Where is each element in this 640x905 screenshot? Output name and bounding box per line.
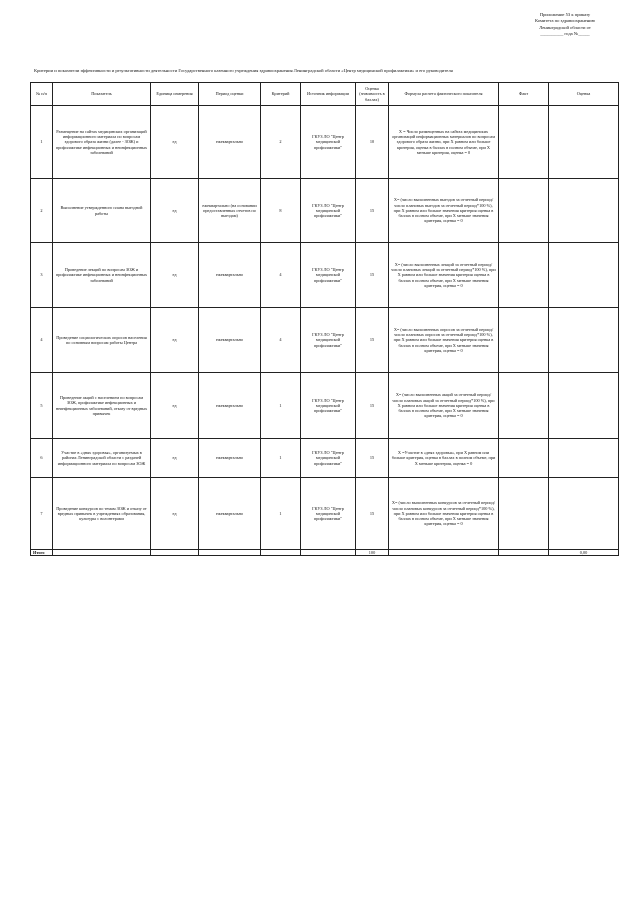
cell-unit: ед [151,373,199,439]
cell-period: ежеквартально (на основании предоставленных отчетов по выездам) [199,179,261,243]
cell-unit: ед [151,308,199,373]
cell-fact [499,179,549,243]
cell-score: 15 [356,308,389,373]
cell-assessment [549,373,619,439]
cell-period: ежеквартально [199,243,261,308]
cell-source: ГКУЗ ЛО "Центр медицинской профилактики" [301,439,356,478]
total-row [31,550,619,556]
cell-indicator: Выполнение утвержденного плана выездной работы [53,179,151,243]
cell-fact [499,439,549,478]
cell-score: 15 [356,373,389,439]
cell-formula: Х =Участие в «днях здоровья», при Х равном или больше критерия, оценка в баллах в полном объеме, при Х меньше критерия, оценка = 0 [389,439,499,478]
cell-indicator: Проведение конкурсов по темам ЗОЖ и отказу от вредных привычек в учреждениях образования, культуры с волонтерами [53,478,151,550]
cell-source: ГКУЗ ЛО "Центр медицинской профилактики" [301,478,356,550]
total-empty-cell [261,550,301,556]
cell-assessment [549,179,619,243]
cell-formula: Х= (число выполненных конкурсов за отчетный период/число плановых конкурсов за отчетный период*100 %), при Х равном или больше значения критерия оценка в баллах в полном объеме, при Х меньше значения критерия, оценка = 0 [389,478,499,550]
cell-score: 15 [356,243,389,308]
header-criterion: Критерий [261,83,301,106]
cell-num: 5 [31,373,53,439]
cell-source: ГКУЗ ЛО "Центр медицинской профилактики" [301,308,356,373]
cell-fact [499,373,549,439]
total-empty-cell [301,550,356,556]
cell-period: ежеквартально [199,439,261,478]
header-num: № п/п [31,83,53,106]
cell-num: 6 [31,439,53,478]
cell-num: 4 [31,308,53,373]
cell-fact [499,478,549,550]
cell-indicator: Участие в «днях здоровья», организуемых в районах Ленинградской области с раздачей информационного материала по вопросам ЗОЖ [53,439,151,478]
cell-score: 15 [356,478,389,550]
table-row [31,243,619,308]
total-empty-cell [53,550,151,556]
total-score: 100 [356,550,389,556]
cell-source: ГКУЗ ЛО "Центр медицинской профилактики" [301,243,356,308]
header-score: Оценка (значимость в баллах) [356,83,389,106]
appendix-line: Комитета по здравоохранению [534,18,596,24]
cell-formula: Х= (число выполненных лекций за отчетный период/число плановых лекций за отчетный период*100 %), при Х равном или больше значения критерия оценка в баллах в полном объеме, при Х меньше значения критерия, оценка = 0 [389,243,499,308]
cell-formula: Х= (число выполненных выездов за отчетный период/число плановых выездов за отчетный период*100 %), при Х равном или больше значения критерия оценка в баллах в полном объеме, при Х меньше значения критерия, оценка = 0 [389,179,499,243]
cell-indicator: Проведение акций с населением по вопросам ЗОЖ, профилактике инфекционных и неинфекционных заболеваний, отказу от вредных привычек [53,373,151,439]
cell-num: 2 [31,179,53,243]
total-assessment: 0,00 [549,550,619,556]
cell-fact [499,243,549,308]
cell-fact [499,308,549,373]
cell-unit: ед [151,243,199,308]
total-empty-cell [499,550,549,556]
cell-score: 15 [356,179,389,243]
cell-unit: ед [151,478,199,550]
cell-criterion: 4 [261,308,301,373]
cell-indicator: Проведение лекций по вопросам ЗОЖ и профилактике инфекционных и неинфекционных заболеваний [53,243,151,308]
total-empty-cell [151,550,199,556]
cell-score: 15 [356,439,389,478]
header-unit: Единица измерения [151,83,199,106]
cell-period: ежеквартально [199,478,261,550]
table-row [31,308,619,373]
cell-period: ежеквартально [199,106,261,179]
cell-source: ГКУЗ ЛО "Центр медицинской профилактики" [301,106,356,179]
cell-criterion: 1 [261,478,301,550]
cell-formula: Х= (число выполненных опросов за отчетный период/число плановых опросов за отчетный период*100 %), при Х равном или больше значения критерия оценка в баллах в полном объеме, при Х меньше значения критерия, оценка = 0 [389,308,499,373]
appendix-line: Приложение 53 к приказу [539,12,591,17]
cell-num: 3 [31,243,53,308]
criteria-table [30,82,619,556]
header-fact: Факт [499,83,549,106]
cell-period: ежеквартально [199,308,261,373]
cell-indicator: Размещение на сайтах медицинских организаций информационного материала по вопросам здорового образа жизни (далее - ЗОЖ) и профилактике инфекционных и неинфекционных заболеваний [53,106,151,179]
cell-assessment [549,308,619,373]
cell-criterion: 1 [261,439,301,478]
total-empty-cell [199,550,261,556]
table-row [31,478,619,550]
cell-source: ГКУЗ ЛО "Центр медицинской профилактики" [301,179,356,243]
header-period: Период оценки [199,83,261,106]
table-row [31,439,619,478]
cell-unit: ед [151,106,199,179]
cell-assessment [549,106,619,179]
appendix-line: __________ года №_____ [540,31,590,37]
cell-period: ежеквартально [199,373,261,439]
cell-assessment [549,478,619,550]
cell-formula: Х= (число выполненных акций за отчетный период/число плановых акций за отчетный период*100 %), при Х равном или больше значения критерия оценка в баллах в полном объеме, при Х меньше значения критерия, оценка = 0 [389,373,499,439]
table-row [31,373,619,439]
header-source: Источник информации [301,83,356,106]
cell-criterion: 1 [261,373,301,439]
cell-criterion: 8 [261,179,301,243]
table-row [31,179,619,243]
cell-indicator: Проведение социологических опросов населения по основным вопросам работы Центра [53,308,151,373]
table-row [31,106,619,179]
table-header-row [31,83,619,106]
cell-unit: ед [151,439,199,478]
cell-fact [499,106,549,179]
cell-assessment [549,243,619,308]
cell-formula: Х = Число размещенных на сайтах медицинских организаций информационных материалов по вопросам здорового образа жизни, при Х равном или больше критерия, оценка в баллах в полном объеме, при Х меньше критерия, оценка = 0 [389,106,499,179]
cell-num: 7 [31,478,53,550]
cell-unit: ед [151,179,199,243]
cell-score: 10 [356,106,389,179]
header-formula: Формула расчета фактического показателя [389,83,499,106]
cell-criterion: 2 [261,106,301,179]
appendix-line: Ленинградской области от [539,24,591,30]
total-empty-cell [389,550,499,556]
total-label: Итого [31,550,53,556]
cell-source: ГКУЗ ЛО "Центр медицинской профилактики" [301,373,356,439]
document-title: Критерии и показатели эффективности и результативности деятельности Государственного казенного учреждения здравоохранения Ленинградской области «Центр медицинской профилактики» и его руководителя [34,68,453,73]
header-indicator: Показатель [53,83,151,106]
header-assessment: Оценка [549,83,619,106]
appendix-block [505,12,625,38]
cell-criterion: 4 [261,243,301,308]
cell-num: 1 [31,106,53,179]
cell-assessment [549,439,619,478]
